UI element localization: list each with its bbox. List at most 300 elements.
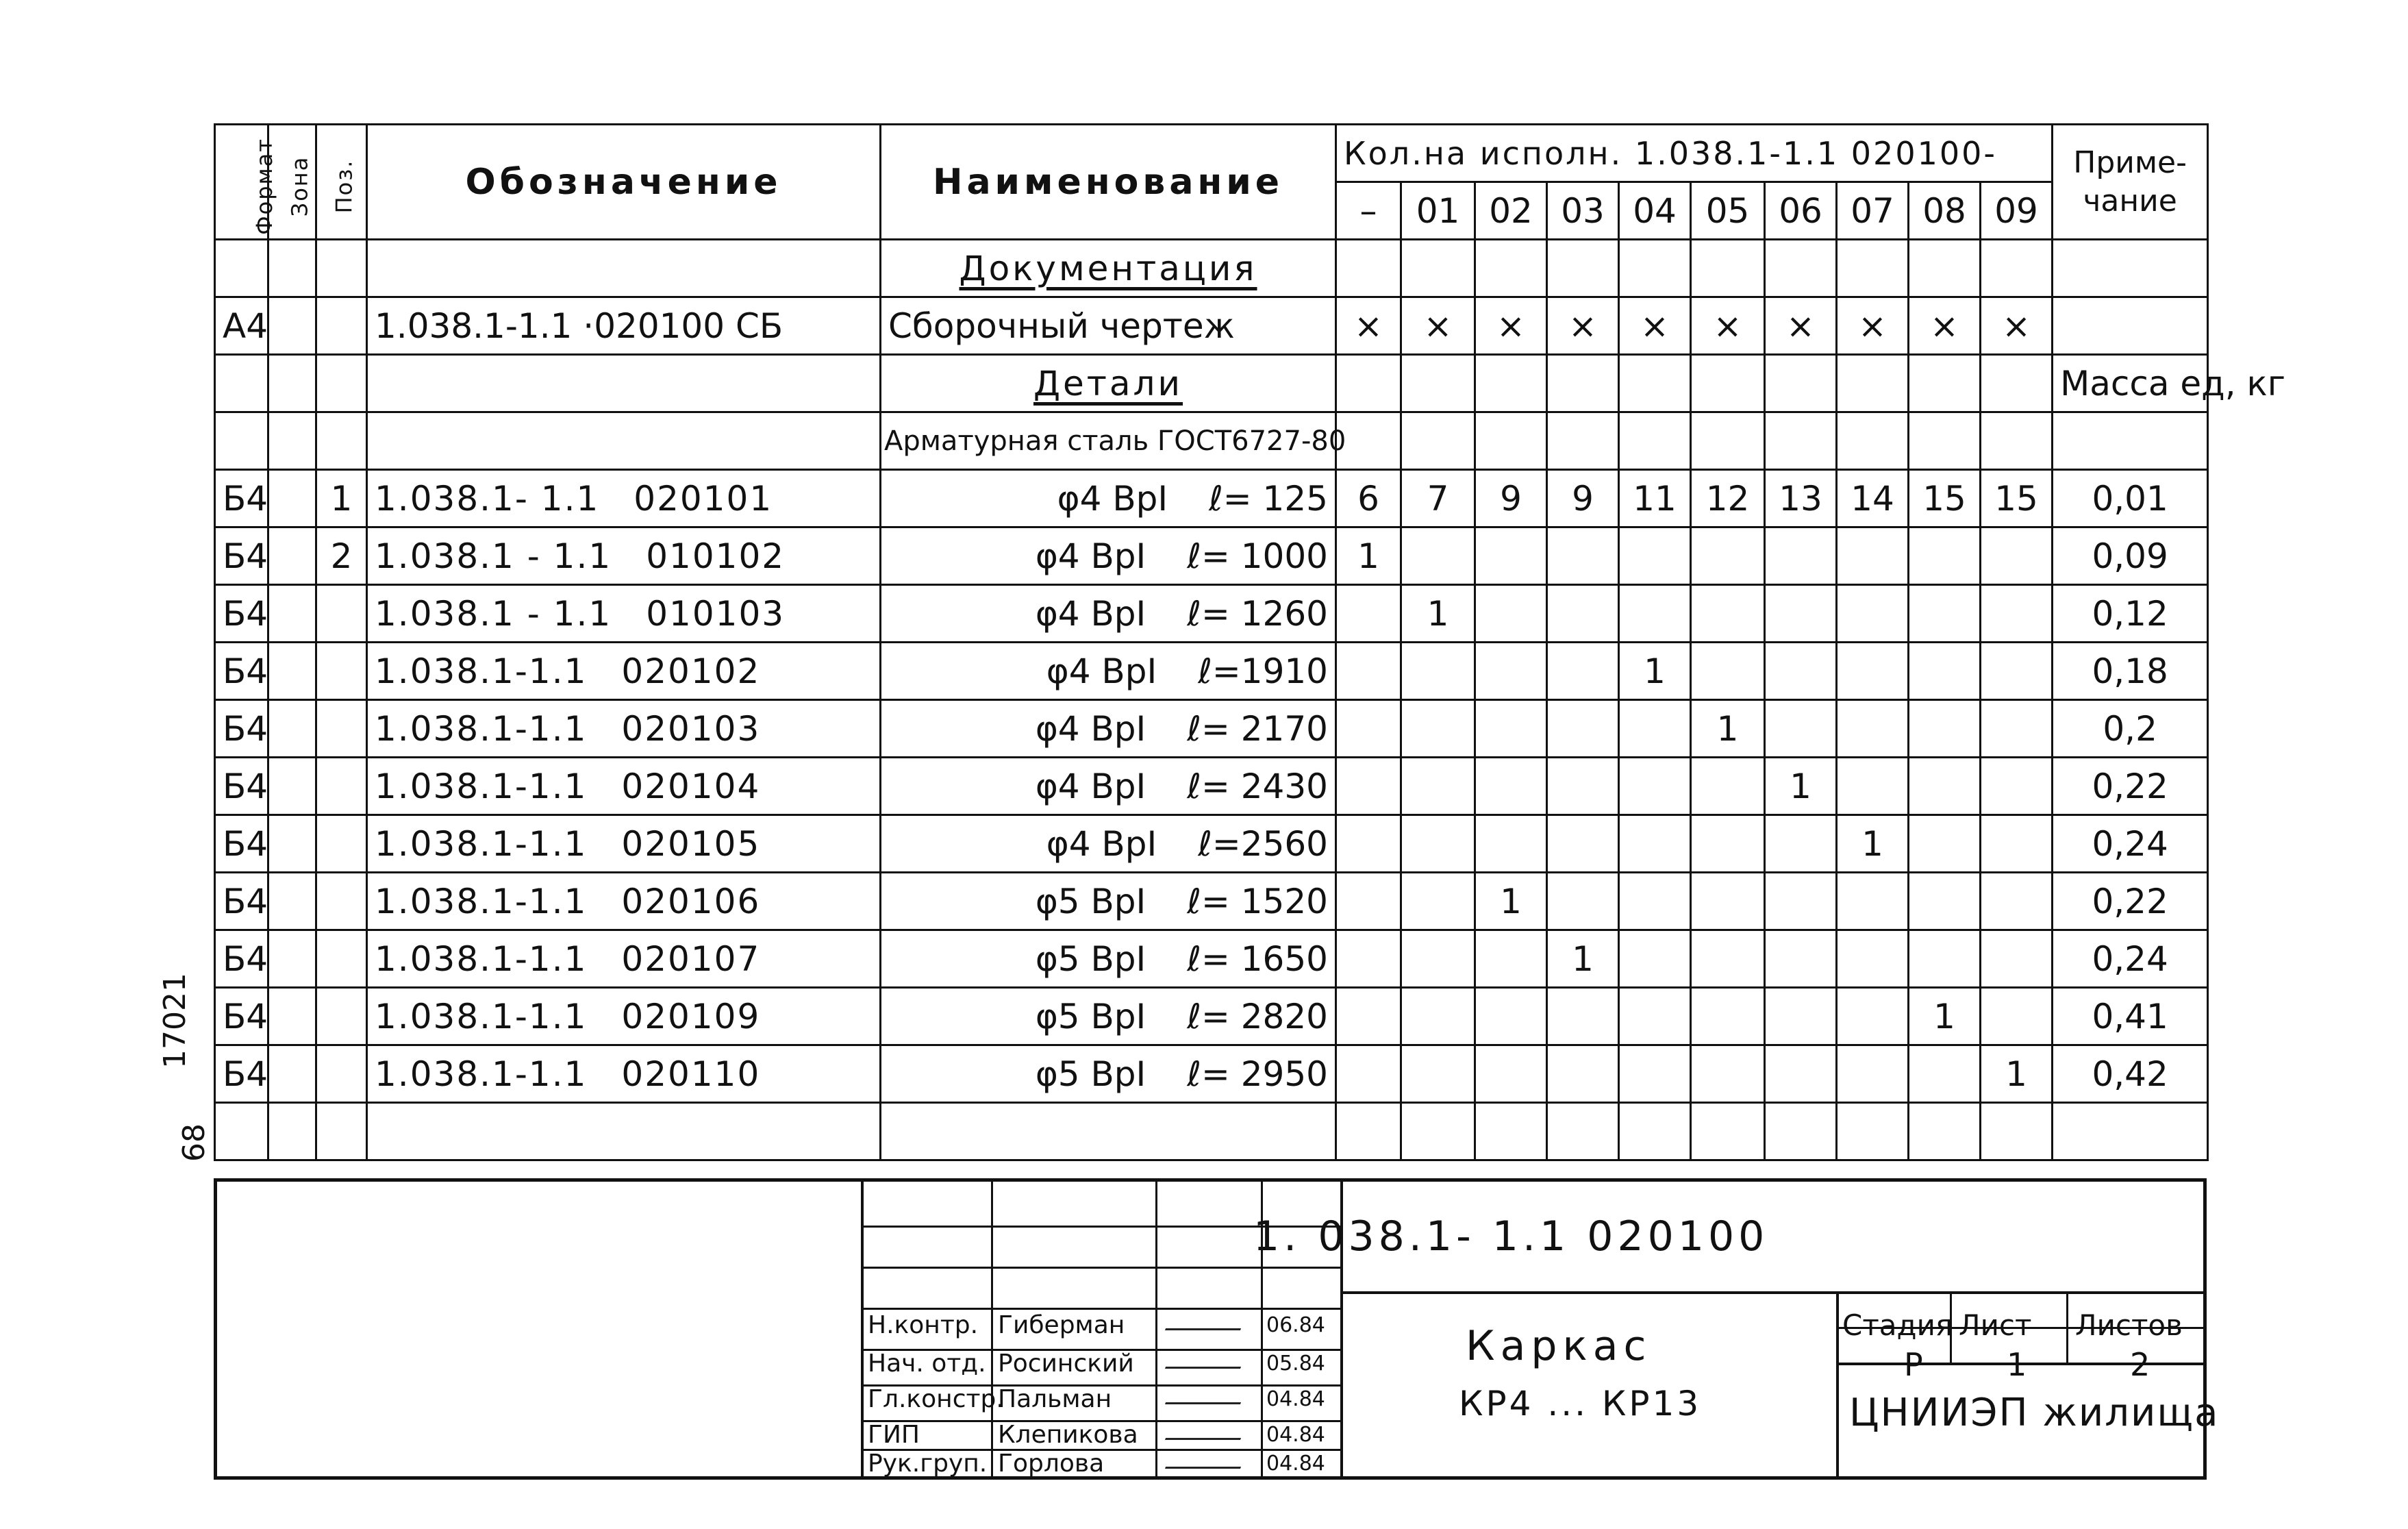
row-zone <box>268 470 316 527</box>
row-zone <box>268 585 316 643</box>
designation-code: 1.038.1-1.1 <box>375 996 588 1036</box>
variant-qty <box>1691 930 1765 988</box>
row-designation <box>367 873 881 930</box>
header-zone: Зона <box>268 125 316 240</box>
handwritten-signature <box>1165 1446 1249 1469</box>
bar-type: φ4 ВрI <box>1035 708 1146 749</box>
variant-qty <box>1619 815 1691 873</box>
variant-qty <box>1547 988 1619 1045</box>
row-designation <box>367 1045 881 1103</box>
row-name <box>881 527 1336 585</box>
header-row <box>215 125 2208 182</box>
stage-value: Р <box>1904 1346 1923 1383</box>
designation-number: 020104 <box>621 766 761 806</box>
variant-qty <box>1547 758 1619 815</box>
header-name: Наименование <box>881 125 1336 240</box>
row-zone <box>268 700 316 758</box>
row-name: Сборочный чертеж <box>881 297 1336 355</box>
detail-row <box>215 643 2208 700</box>
bar-type: φ5 ВрI <box>1035 938 1146 979</box>
bar-length: ℓ= 2430 <box>1187 766 1328 806</box>
row-mass: 0,42 <box>2053 1045 2208 1103</box>
bar-type: φ4 ВрI <box>1035 536 1146 576</box>
variant-qty <box>1691 815 1765 873</box>
variant-mark: × <box>1765 297 1837 355</box>
variant-mark: × <box>1336 297 1401 355</box>
variant-qty <box>1909 1045 1981 1103</box>
variant-qty: 9 <box>1547 470 1619 527</box>
document-code: 1. 038.1- 1.1 020100 <box>1253 1213 1769 1260</box>
variant-qty <box>1401 815 1475 873</box>
section-details: Детали <box>881 355 1336 412</box>
empty-row <box>215 1103 2208 1160</box>
handwritten-signature <box>1165 1346 1249 1369</box>
handwritten-signature <box>1165 1308 1249 1330</box>
row-note <box>2053 297 2208 355</box>
bar-length: ℓ= 125 <box>1209 478 1328 519</box>
signature-date: 05.84 <box>1266 1352 1325 1376</box>
row-zone <box>268 873 316 930</box>
bar-type: φ4 ВрI <box>1035 593 1146 634</box>
bar-length: ℓ= 1650 <box>1187 938 1328 979</box>
variant-mark: × <box>1401 297 1475 355</box>
variant-qty <box>1981 585 2053 643</box>
bar-type: φ5 ВрI <box>1035 1054 1146 1094</box>
variant-mark: × <box>1981 297 2053 355</box>
header-note: Приме-чание <box>2053 125 2208 240</box>
detail-row <box>215 930 2208 988</box>
variant-mark: × <box>1547 297 1619 355</box>
variant-qty: 13 <box>1765 470 1837 527</box>
bar-type: φ4 ВрI <box>1046 823 1157 864</box>
variant-qty <box>1765 873 1837 930</box>
variant-qty <box>1981 700 2053 758</box>
header-format: Формат <box>215 125 268 240</box>
variant-qty: 15 <box>1909 470 1981 527</box>
row-mass: 0,41 <box>2053 988 2208 1045</box>
signature-date: 06.84 <box>1266 1313 1325 1337</box>
variant-qty <box>1981 643 2053 700</box>
signature-date: 04.84 <box>1266 1452 1325 1476</box>
variant-qty <box>1475 585 1547 643</box>
variant-qty <box>1336 758 1401 815</box>
row-mass: 0,24 <box>2053 815 2208 873</box>
variant-qty <box>1691 758 1765 815</box>
variant-qty <box>1619 930 1691 988</box>
variant-qty <box>1765 643 1837 700</box>
signature-name: Горлова <box>998 1450 1105 1478</box>
signature-date: 04.84 <box>1266 1387 1325 1411</box>
section-steel: Арматурная сталь ГОСТ6727-80 <box>881 412 1336 470</box>
row-name <box>881 585 1336 643</box>
row-pos <box>316 815 367 873</box>
variant-qty <box>1837 527 1909 585</box>
variant-qty <box>1475 988 1547 1045</box>
variant-qty <box>1691 988 1765 1045</box>
row-mass: 0,18 <box>2053 643 2208 700</box>
row-name <box>881 930 1336 988</box>
row-name <box>881 758 1336 815</box>
variant-qty <box>1336 1045 1401 1103</box>
variant-header-cell: 04 <box>1619 182 1691 240</box>
variant-header-cell: 05 <box>1691 182 1765 240</box>
row-format: Б4 <box>215 873 268 930</box>
bar-length: ℓ= 2170 <box>1187 708 1328 749</box>
variant-header-cell: – <box>1336 182 1401 240</box>
row-pos <box>316 758 367 815</box>
row-designation <box>367 815 881 873</box>
row-mass: 0,09 <box>2053 527 2208 585</box>
row-name <box>881 700 1336 758</box>
drawing-subtitle: КР4 ... КР13 <box>1459 1384 1702 1424</box>
mass-unit-label: Масса ед, кг <box>2053 355 2208 412</box>
variant-qty: 9 <box>1475 470 1547 527</box>
variant-qty <box>1765 585 1837 643</box>
signature-row <box>864 1446 1343 1482</box>
designation-number: 020109 <box>621 996 761 1036</box>
variant-qty <box>1336 930 1401 988</box>
designation-code: 1.038.1 - 1.1 <box>375 593 612 634</box>
variant-header-cell: 01 <box>1401 182 1475 240</box>
signature-role: ГИП <box>868 1421 920 1449</box>
variant-qty <box>1837 758 1909 815</box>
variant-qty <box>1619 873 1691 930</box>
variant-qty <box>1401 700 1475 758</box>
variant-header-cell: 08 <box>1909 182 1981 240</box>
variant-qty <box>1336 815 1401 873</box>
bar-type: φ4 ВрI <box>1035 766 1146 806</box>
row-format: А4 <box>215 297 268 355</box>
variant-qty <box>1981 988 2053 1045</box>
section-steel-row <box>215 412 2208 470</box>
row-name <box>881 815 1336 873</box>
sheet-label: Лист <box>1959 1308 2032 1342</box>
variant-qty <box>1336 988 1401 1045</box>
variant-qty <box>1691 1045 1765 1103</box>
variant-qty: 1 <box>1619 643 1691 700</box>
row-mass: 0,2 <box>2053 700 2208 758</box>
variant-qty <box>1475 1045 1547 1103</box>
row-format: Б4 <box>215 470 268 527</box>
row-zone <box>268 1045 316 1103</box>
variant-qty <box>1547 527 1619 585</box>
designation-number: 020105 <box>621 823 761 864</box>
bar-type: φ4 ВрI <box>1046 651 1157 691</box>
row-format: Б4 <box>215 1045 268 1103</box>
organization: ЦНИИЭП жилища <box>1849 1391 2220 1435</box>
header-pos: Поз. <box>316 125 367 240</box>
designation-number: 020106 <box>621 881 761 921</box>
variant-qty <box>1765 700 1837 758</box>
variant-qty <box>1401 1045 1475 1103</box>
variant-qty <box>1401 527 1475 585</box>
row-name <box>881 643 1336 700</box>
row-designation <box>367 930 881 988</box>
designation-code: 1.038.1-1.1 <box>375 651 588 691</box>
variant-qty <box>1475 527 1547 585</box>
designation-code: 1.038.1- 1.1 <box>375 478 600 519</box>
row-mass: 0,22 <box>2053 873 2208 930</box>
row-pos: 1 <box>316 470 367 527</box>
variant-qty <box>1909 815 1981 873</box>
signature-row <box>864 1346 1343 1382</box>
bar-length: ℓ= 1000 <box>1187 536 1328 576</box>
row-designation <box>367 527 881 585</box>
bar-length: ℓ= 1520 <box>1187 881 1328 921</box>
section-documentation: Документация <box>881 240 1336 297</box>
variant-header-cell: 03 <box>1547 182 1619 240</box>
row-zone <box>268 297 316 355</box>
variant-qty <box>1547 1045 1619 1103</box>
row-designation: 1.038.1-1.1 ·020100 СБ <box>367 297 881 355</box>
bar-type: φ4 ВрI <box>1057 478 1168 519</box>
variant-qty <box>1401 643 1475 700</box>
signature-date: 04.84 <box>1266 1423 1325 1447</box>
variant-qty <box>1837 585 1909 643</box>
designation-code: 1.038.1-1.1 <box>375 823 588 864</box>
signature-name: Гиберман <box>998 1311 1125 1339</box>
row-pos <box>316 700 367 758</box>
bar-length: ℓ= 2820 <box>1187 996 1328 1036</box>
sheets-value: 2 <box>2130 1346 2150 1383</box>
variant-qty: 1 <box>1401 585 1475 643</box>
variant-qty <box>1981 930 2053 988</box>
variant-qty: 1 <box>1547 930 1619 988</box>
signature-name: Клепикова <box>998 1421 1138 1449</box>
variant-qty: 11 <box>1619 470 1691 527</box>
variant-qty <box>1765 815 1837 873</box>
sheets-label: Листов <box>2075 1308 2183 1342</box>
signature-row <box>864 1382 1343 1417</box>
row-zone <box>268 815 316 873</box>
row-pos: 2 <box>316 527 367 585</box>
row-designation <box>367 643 881 700</box>
row-pos <box>316 1045 367 1103</box>
variant-qty: 1 <box>1765 758 1837 815</box>
variant-mark: × <box>1619 297 1691 355</box>
variant-mark: × <box>1475 297 1547 355</box>
section-documentation-row <box>215 240 2208 297</box>
detail-row <box>215 815 2208 873</box>
row-format: Б4 <box>215 700 268 758</box>
variant-qty <box>1475 815 1547 873</box>
detail-row <box>215 988 2208 1045</box>
row-name <box>881 988 1336 1045</box>
designation-number: 020107 <box>621 938 761 979</box>
variant-qty: 1 <box>1475 873 1547 930</box>
variant-qty <box>1619 700 1691 758</box>
variant-mark: × <box>1837 297 1909 355</box>
row-designation <box>367 470 881 527</box>
row-name <box>881 470 1336 527</box>
variant-header-cell: 06 <box>1765 182 1837 240</box>
variant-mark: × <box>1691 297 1765 355</box>
specification-table <box>214 123 2286 1161</box>
variant-qty: 15 <box>1981 470 2053 527</box>
variant-qty <box>1475 643 1547 700</box>
row-zone <box>268 758 316 815</box>
variant-qty <box>1547 643 1619 700</box>
detail-row <box>215 873 2208 930</box>
designation-code: 1.038.1-1.1 <box>375 708 588 749</box>
drawing-title: Каркас <box>1466 1322 1652 1370</box>
variant-qty <box>1475 758 1547 815</box>
variant-qty <box>1837 873 1909 930</box>
detail-row <box>215 1045 2208 1103</box>
variant-qty: 1 <box>1837 815 1909 873</box>
variant-qty <box>1909 700 1981 758</box>
row-pos <box>316 585 367 643</box>
row-pos <box>316 873 367 930</box>
row-pos <box>316 988 367 1045</box>
variant-qty <box>1401 873 1475 930</box>
variant-qty <box>1401 930 1475 988</box>
variant-qty <box>1765 527 1837 585</box>
row-zone <box>268 930 316 988</box>
header-designation: Обозначение <box>367 125 881 240</box>
designation-number: 020101 <box>634 478 773 519</box>
variant-qty <box>1547 585 1619 643</box>
variant-qty: 1 <box>1981 1045 2053 1103</box>
variant-qty <box>1547 873 1619 930</box>
bar-length: ℓ=1910 <box>1198 651 1328 691</box>
variant-qty <box>1909 930 1981 988</box>
row-mass: 0,01 <box>2053 470 2208 527</box>
variant-qty <box>1909 643 1981 700</box>
detail-row <box>215 527 2208 585</box>
row-format: Б4 <box>215 585 268 643</box>
signature-role: Н.контр. <box>868 1311 979 1339</box>
signature-name: Пальман <box>998 1385 1112 1413</box>
designation-code: 1.038.1-1.1 <box>375 1054 588 1094</box>
variant-qty <box>1837 930 1909 988</box>
variant-header-cell: 07 <box>1837 182 1909 240</box>
handwritten-signature <box>1165 1382 1249 1404</box>
bar-length: ℓ=2560 <box>1198 823 1328 864</box>
variant-qty <box>1765 988 1837 1045</box>
variant-header-cell: 09 <box>1981 182 2053 240</box>
variant-qty <box>1619 988 1691 1045</box>
variant-qty <box>1981 527 2053 585</box>
row-format: Б4 <box>215 643 268 700</box>
row-format: Б4 <box>215 988 268 1045</box>
row-designation <box>367 700 881 758</box>
detail-row <box>215 585 2208 643</box>
variant-qty <box>1765 930 1837 988</box>
row-mass: 0,24 <box>2053 930 2208 988</box>
row-zone <box>268 643 316 700</box>
variant-qty <box>1691 643 1765 700</box>
variant-qty <box>1336 700 1401 758</box>
variant-qty: 7 <box>1401 470 1475 527</box>
handwritten-signature <box>1165 1417 1249 1440</box>
row-zone <box>268 988 316 1045</box>
variant-qty <box>1547 815 1619 873</box>
variant-mark: × <box>1909 297 1981 355</box>
row-designation <box>367 758 881 815</box>
signature-name: Росинский <box>998 1350 1134 1378</box>
row-pos <box>316 643 367 700</box>
variant-qty <box>1547 700 1619 758</box>
row-pos <box>316 297 367 355</box>
variant-qty <box>1475 700 1547 758</box>
variant-qty <box>1619 1045 1691 1103</box>
signature-role: Нач. отд. <box>868 1350 986 1378</box>
variant-qty <box>1909 527 1981 585</box>
row-name <box>881 1045 1336 1103</box>
variant-qty <box>1909 585 1981 643</box>
signature-role: Рук.груп. <box>868 1450 988 1478</box>
stage-label: Стадия <box>1842 1308 1953 1342</box>
bar-type: φ5 ВрI <box>1035 881 1146 921</box>
header-qty-group: Кол.на исполн. 1.038.1-1.1 020100- <box>1336 125 2053 182</box>
signature-row <box>864 1308 1343 1343</box>
variant-qty: 1 <box>1691 700 1765 758</box>
variant-qty <box>1619 527 1691 585</box>
variant-qty <box>1619 585 1691 643</box>
designation-number: 020110 <box>621 1054 761 1094</box>
row-mass: 0,22 <box>2053 758 2208 815</box>
variant-qty <box>1336 873 1401 930</box>
variant-qty: 6 <box>1336 470 1401 527</box>
variant-qty <box>1837 1045 1909 1103</box>
row-designation <box>367 585 881 643</box>
variant-qty <box>1837 988 1909 1045</box>
designation-code: 1.038.1-1.1 <box>375 938 588 979</box>
assembly-drawing-row <box>215 297 2208 355</box>
variant-qty <box>1909 758 1981 815</box>
variant-qty <box>1691 585 1765 643</box>
variant-qty <box>1981 873 2053 930</box>
variant-header-cell: 02 <box>1475 182 1547 240</box>
variant-qty <box>1691 873 1765 930</box>
row-designation <box>367 988 881 1045</box>
designation-code: 1.038.1 - 1.1 <box>375 536 612 576</box>
row-format: Б4 <box>215 930 268 988</box>
variant-qty: 14 <box>1837 470 1909 527</box>
row-mass: 0,12 <box>2053 585 2208 643</box>
variant-qty <box>1475 930 1547 988</box>
row-format: Б4 <box>215 527 268 585</box>
variant-qty <box>1837 700 1909 758</box>
variant-qty <box>1691 527 1765 585</box>
variant-qty <box>1837 643 1909 700</box>
row-format: Б4 <box>215 815 268 873</box>
designation-number: 020103 <box>621 708 761 749</box>
sheet-value: 1 <box>2007 1346 2027 1383</box>
designation-code: 1.038.1-1.1 <box>375 766 588 806</box>
variant-qty <box>1619 758 1691 815</box>
signature-role: Гл.констр. <box>868 1385 1004 1413</box>
row-name <box>881 873 1336 930</box>
row-zone <box>268 527 316 585</box>
variant-qty: 1 <box>1336 527 1401 585</box>
variant-qty <box>1765 1045 1837 1103</box>
variant-qty <box>1336 643 1401 700</box>
variant-qty <box>1336 585 1401 643</box>
designation-number: 010102 <box>646 536 786 576</box>
row-format: Б4 <box>215 758 268 815</box>
section-details-row <box>215 355 2208 412</box>
designation-number: 010103 <box>646 593 786 634</box>
designation-number: 020102 <box>621 651 761 691</box>
side-margin-page: 68 <box>177 1123 212 1162</box>
variant-qty <box>1981 815 2053 873</box>
detail-row <box>215 700 2208 758</box>
variant-qty <box>1909 873 1981 930</box>
bar-length: ℓ= 2950 <box>1187 1054 1328 1094</box>
designation-code: 1.038.1-1.1 <box>375 881 588 921</box>
